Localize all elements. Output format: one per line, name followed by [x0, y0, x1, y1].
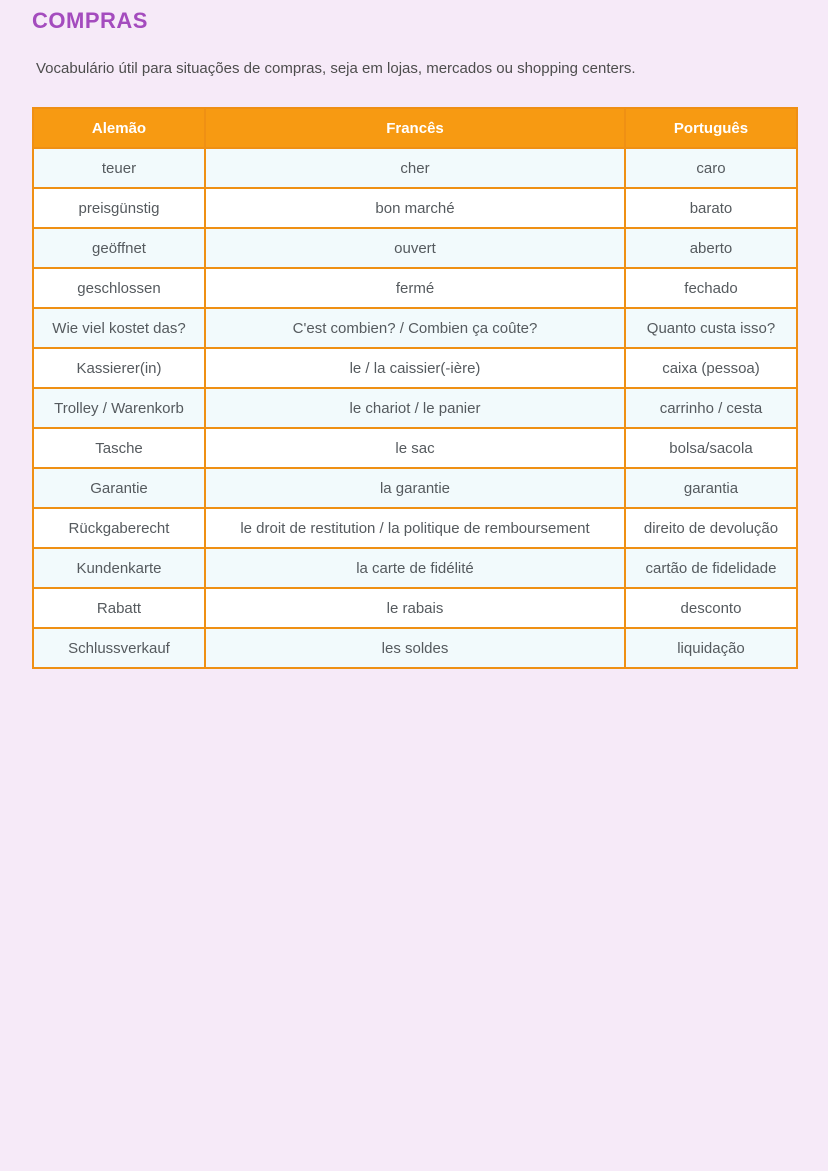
- table-row: [33, 428, 797, 468]
- table-cell: la garantie: [205, 468, 625, 508]
- table-row: [33, 228, 797, 268]
- table-cell: garantia: [625, 468, 797, 508]
- table-row: [33, 268, 797, 308]
- table-cell: le rabais: [205, 588, 625, 628]
- column-header-portugues: Português: [625, 108, 797, 148]
- table-header-row: [33, 108, 797, 148]
- table-cell: barato: [625, 188, 797, 228]
- table-cell: la carte de fidélité: [205, 548, 625, 588]
- table-cell: Trolley / Warenkorb: [33, 388, 205, 428]
- table-cell: liquidação: [625, 628, 797, 668]
- table-row: [33, 148, 797, 188]
- table-cell: Rückgaberecht: [33, 508, 205, 548]
- table-cell: bon marché: [205, 188, 625, 228]
- table-cell: bolsa/sacola: [625, 428, 797, 468]
- table-cell: caixa (pessoa): [625, 348, 797, 388]
- table-row: [33, 188, 797, 228]
- table-cell: Tasche: [33, 428, 205, 468]
- table-row: [33, 588, 797, 628]
- table-row: [33, 308, 797, 348]
- table-cell: teuer: [33, 148, 205, 188]
- page-subtitle: Vocabulário útil para situações de compras, seja em lojas, mercados ou shopping centers.: [36, 60, 636, 77]
- table-cell: ouvert: [205, 228, 625, 268]
- page-title: COMPRAS: [32, 8, 148, 33]
- table-cell: Kassierer(in): [33, 348, 205, 388]
- table-cell: direito de devolução: [625, 508, 797, 548]
- table-cell: fermé: [205, 268, 625, 308]
- table-row: [33, 508, 797, 548]
- table-cell: aberto: [625, 228, 797, 268]
- column-header-alemao: Alemão: [33, 108, 205, 148]
- table-cell: Wie viel kostet das?: [33, 308, 205, 348]
- table-cell: Rabatt: [33, 588, 205, 628]
- table-body: [33, 148, 797, 668]
- table-cell: le sac: [205, 428, 625, 468]
- table-cell: le chariot / le panier: [205, 388, 625, 428]
- table-cell: caro: [625, 148, 797, 188]
- table-row: [33, 628, 797, 668]
- table-cell: carrinho / cesta: [625, 388, 797, 428]
- table-cell: Kundenkarte: [33, 548, 205, 588]
- table-cell: C'est combien? / Combien ça coûte?: [205, 308, 625, 348]
- table-cell: les soldes: [205, 628, 625, 668]
- table-row: [33, 348, 797, 388]
- table-row: [33, 548, 797, 588]
- table-cell: cartão de fidelidade: [625, 548, 797, 588]
- table-cell: Garantie: [33, 468, 205, 508]
- table-cell: cher: [205, 148, 625, 188]
- table-cell: fechado: [625, 268, 797, 308]
- table-cell: Quanto custa isso?: [625, 308, 797, 348]
- table-cell: le droit de restitution / la politique de remboursement: [205, 508, 625, 548]
- table-cell: desconto: [625, 588, 797, 628]
- table-cell: geöffnet: [33, 228, 205, 268]
- table-row: [33, 388, 797, 428]
- table-cell: preisgünstig: [33, 188, 205, 228]
- table-cell: Schlussverkauf: [33, 628, 205, 668]
- table-cell: geschlossen: [33, 268, 205, 308]
- table-cell: le / la caissier(-ière): [205, 348, 625, 388]
- vocabulary-table: [32, 107, 798, 669]
- table-row: [33, 468, 797, 508]
- column-header-frances: Francês: [205, 108, 625, 148]
